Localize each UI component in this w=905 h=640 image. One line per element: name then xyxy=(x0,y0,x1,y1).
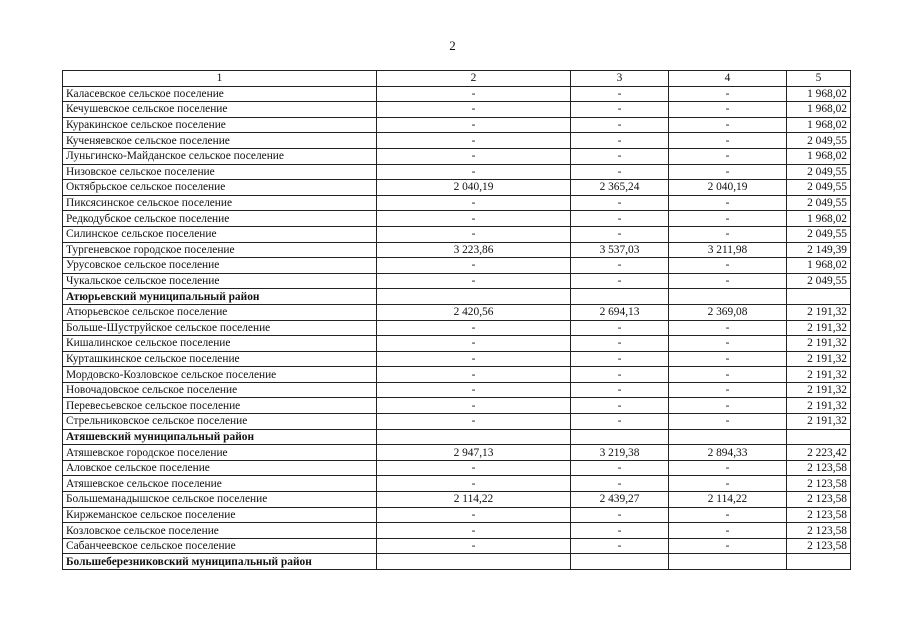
value-cell: 2 369,08 xyxy=(669,304,787,320)
value-cell: - xyxy=(377,258,571,274)
district-name: Атюрьевский муниципальный район xyxy=(63,289,377,305)
column-header: 3 xyxy=(571,71,669,87)
settlement-name: Силинское сельское поселение xyxy=(63,226,377,242)
value-cell: 2 191,32 xyxy=(787,351,851,367)
value-cell: - xyxy=(669,398,787,414)
value-cell: - xyxy=(377,538,571,554)
value-cell: - xyxy=(669,133,787,149)
settlement-name: Кученяевское сельское поселение xyxy=(63,133,377,149)
table-row xyxy=(63,336,851,352)
value-cell: - xyxy=(571,226,669,242)
value-cell: - xyxy=(377,86,571,102)
value-cell: 2 040,19 xyxy=(669,180,787,196)
value-cell: - xyxy=(571,258,669,274)
district-header-row xyxy=(63,429,851,445)
column-header: 4 xyxy=(669,71,787,87)
table-row xyxy=(63,445,851,461)
value-cell: - xyxy=(571,86,669,102)
value-cell: - xyxy=(571,367,669,383)
value-cell: - xyxy=(571,476,669,492)
value-cell xyxy=(669,429,787,445)
value-cell: 2 049,55 xyxy=(787,164,851,180)
value-cell: 1 968,02 xyxy=(787,211,851,227)
table-row xyxy=(63,320,851,336)
settlement-name: Каласевское сельское поселение xyxy=(63,86,377,102)
table-row xyxy=(63,133,851,149)
table-row xyxy=(63,304,851,320)
settlement-name: Куракинское сельское поселение xyxy=(63,117,377,133)
value-cell: - xyxy=(669,102,787,118)
table-row xyxy=(63,523,851,539)
value-cell: - xyxy=(669,86,787,102)
value-cell xyxy=(787,289,851,305)
value-cell: 2 123,58 xyxy=(787,507,851,523)
value-cell: 2 947,13 xyxy=(377,445,571,461)
table-row xyxy=(63,164,851,180)
page-number: 2 xyxy=(449,38,456,53)
table-row xyxy=(63,273,851,289)
table-row xyxy=(63,398,851,414)
value-cell: 2 049,55 xyxy=(787,180,851,196)
settlement-name: Атяшевское сельское поселение xyxy=(63,476,377,492)
table-row xyxy=(63,492,851,508)
value-cell: - xyxy=(377,195,571,211)
value-cell: - xyxy=(669,476,787,492)
value-cell: 1 968,02 xyxy=(787,148,851,164)
value-cell xyxy=(571,429,669,445)
table-row xyxy=(63,117,851,133)
value-cell: - xyxy=(571,507,669,523)
settlement-name: Атяшевское городское поселение xyxy=(63,445,377,461)
column-header: 5 xyxy=(787,71,851,87)
value-cell: - xyxy=(571,273,669,289)
settlement-name: Урусовское сельское поселение xyxy=(63,258,377,274)
value-cell: - xyxy=(571,398,669,414)
table-row xyxy=(63,460,851,476)
settlement-name: Кишалинское сельское поселение xyxy=(63,336,377,352)
value-cell: - xyxy=(571,148,669,164)
table-row xyxy=(63,476,851,492)
table-row xyxy=(63,211,851,227)
table-row xyxy=(63,148,851,164)
value-cell: 2 420,56 xyxy=(377,304,571,320)
value-cell: - xyxy=(377,507,571,523)
value-cell: 3 223,86 xyxy=(377,242,571,258)
value-cell: - xyxy=(377,133,571,149)
value-cell: - xyxy=(571,102,669,118)
value-cell: - xyxy=(377,320,571,336)
value-cell: 2 191,32 xyxy=(787,320,851,336)
value-cell: - xyxy=(377,351,571,367)
table-row xyxy=(63,367,851,383)
value-cell: 2 191,32 xyxy=(787,398,851,414)
value-cell: 2 123,58 xyxy=(787,538,851,554)
value-cell xyxy=(571,289,669,305)
value-cell: 2 439,27 xyxy=(571,492,669,508)
table-row xyxy=(63,102,851,118)
settlement-name: Новочадовское сельское поселение xyxy=(63,382,377,398)
value-cell: 2 040,19 xyxy=(377,180,571,196)
value-cell: 2 365,24 xyxy=(571,180,669,196)
value-cell: - xyxy=(377,164,571,180)
value-cell: - xyxy=(571,211,669,227)
value-cell: - xyxy=(669,367,787,383)
table-header-row xyxy=(63,71,851,87)
settlement-name: Октябрьское сельское поселение xyxy=(63,180,377,196)
value-cell: - xyxy=(571,414,669,430)
settlement-name: Атюрьевское сельское поселение xyxy=(63,304,377,320)
table-row xyxy=(63,414,851,430)
value-cell: - xyxy=(377,211,571,227)
settlement-name: Киржеманское сельское поселение xyxy=(63,507,377,523)
value-cell: - xyxy=(571,117,669,133)
value-cell: 2 123,58 xyxy=(787,523,851,539)
value-cell: - xyxy=(377,336,571,352)
value-cell xyxy=(571,554,669,570)
value-cell: 2 123,58 xyxy=(787,460,851,476)
value-cell: 2 894,33 xyxy=(669,445,787,461)
value-cell xyxy=(377,289,571,305)
value-cell: 2 123,58 xyxy=(787,476,851,492)
district-header-row xyxy=(63,289,851,305)
value-cell: - xyxy=(669,351,787,367)
value-cell: - xyxy=(571,523,669,539)
value-cell: 2 049,55 xyxy=(787,133,851,149)
table-row xyxy=(63,180,851,196)
value-cell: - xyxy=(669,258,787,274)
value-cell: - xyxy=(669,507,787,523)
table-row xyxy=(63,351,851,367)
value-cell xyxy=(669,289,787,305)
table-row xyxy=(63,226,851,242)
value-cell xyxy=(787,554,851,570)
table-row xyxy=(63,382,851,398)
value-cell: - xyxy=(669,460,787,476)
value-cell: 2 191,32 xyxy=(787,304,851,320)
settlement-name: Стрельниковское сельское поселение xyxy=(63,414,377,430)
value-cell: - xyxy=(571,538,669,554)
tariff-table xyxy=(62,70,851,570)
value-cell: 1 968,02 xyxy=(787,102,851,118)
value-cell: - xyxy=(571,133,669,149)
value-cell: - xyxy=(571,382,669,398)
district-header-row xyxy=(63,554,851,570)
value-cell: - xyxy=(669,164,787,180)
value-cell: - xyxy=(377,382,571,398)
value-cell: - xyxy=(571,195,669,211)
value-cell: - xyxy=(571,351,669,367)
value-cell: 2 114,22 xyxy=(377,492,571,508)
value-cell: 2 191,32 xyxy=(787,414,851,430)
value-cell: - xyxy=(669,195,787,211)
value-cell: - xyxy=(377,273,571,289)
settlement-name: Сабанчеевское сельское поселение xyxy=(63,538,377,554)
value-cell: - xyxy=(571,336,669,352)
value-cell: 2 149,39 xyxy=(787,242,851,258)
value-cell: 1 968,02 xyxy=(787,117,851,133)
settlement-name: Большеманадышское сельское поселение xyxy=(63,492,377,508)
settlement-name: Кечушевское сельское поселение xyxy=(63,102,377,118)
column-header: 1 xyxy=(63,71,377,87)
value-cell: - xyxy=(669,273,787,289)
value-cell: 2 049,55 xyxy=(787,226,851,242)
settlement-name: Пиксясинское сельское поселение xyxy=(63,195,377,211)
settlement-name: Луньгинско-Майданское сельское поселение xyxy=(63,148,377,164)
settlement-name: Мордовско-Козловское сельское поселение xyxy=(63,367,377,383)
value-cell xyxy=(377,429,571,445)
table-row xyxy=(63,538,851,554)
value-cell: - xyxy=(571,460,669,476)
value-cell xyxy=(787,429,851,445)
settlement-name: Курташкинское сельское поселение xyxy=(63,351,377,367)
value-cell: 3 537,03 xyxy=(571,242,669,258)
value-cell: - xyxy=(669,382,787,398)
value-cell: - xyxy=(377,148,571,164)
table-row xyxy=(63,507,851,523)
value-cell: 3 211,98 xyxy=(669,242,787,258)
district-name: Большеберезниковский муниципальный район xyxy=(63,554,377,570)
value-cell: - xyxy=(571,320,669,336)
value-cell: - xyxy=(669,523,787,539)
column-header: 2 xyxy=(377,71,571,87)
value-cell: - xyxy=(377,523,571,539)
settlement-name: Перевесьевское сельское поселение xyxy=(63,398,377,414)
value-cell: 3 219,38 xyxy=(571,445,669,461)
value-cell: - xyxy=(669,336,787,352)
value-cell: - xyxy=(377,226,571,242)
value-cell: - xyxy=(377,414,571,430)
table-row xyxy=(63,195,851,211)
value-cell xyxy=(669,554,787,570)
value-cell: - xyxy=(669,226,787,242)
value-cell: 2 123,58 xyxy=(787,492,851,508)
table-row xyxy=(63,86,851,102)
value-cell: - xyxy=(377,367,571,383)
value-cell: - xyxy=(377,117,571,133)
value-cell: - xyxy=(377,476,571,492)
settlement-name: Низовское сельское поселение xyxy=(63,164,377,180)
settlement-name: Чукальское сельское поселение xyxy=(63,273,377,289)
value-cell: - xyxy=(669,148,787,164)
settlement-name: Больше-Шуструйское сельское поселение xyxy=(63,320,377,336)
value-cell: 2 191,32 xyxy=(787,336,851,352)
value-cell: - xyxy=(669,117,787,133)
value-cell: - xyxy=(669,320,787,336)
table-row xyxy=(63,258,851,274)
value-cell: 1 968,02 xyxy=(787,86,851,102)
value-cell: 1 968,02 xyxy=(787,258,851,274)
value-cell: 2 114,22 xyxy=(669,492,787,508)
value-cell: 2 223,42 xyxy=(787,445,851,461)
value-cell: 2 191,32 xyxy=(787,367,851,383)
table-body xyxy=(63,86,851,569)
settlement-name: Козловское сельское поселение xyxy=(63,523,377,539)
district-name: Атяшевский муниципальный район xyxy=(63,429,377,445)
value-cell: - xyxy=(377,102,571,118)
value-cell: 2 694,13 xyxy=(571,304,669,320)
settlement-name: Редкодубское сельское поселение xyxy=(63,211,377,227)
value-cell: - xyxy=(571,164,669,180)
value-cell: 2 049,55 xyxy=(787,195,851,211)
value-cell: - xyxy=(669,211,787,227)
value-cell: 2 049,55 xyxy=(787,273,851,289)
value-cell xyxy=(377,554,571,570)
value-cell: - xyxy=(377,460,571,476)
table-row xyxy=(63,242,851,258)
settlement-name: Аловское сельское поселение xyxy=(63,460,377,476)
value-cell: - xyxy=(669,414,787,430)
value-cell: - xyxy=(377,398,571,414)
settlement-name: Тургеневское городское поселение xyxy=(63,242,377,258)
value-cell: - xyxy=(669,538,787,554)
value-cell: 2 191,32 xyxy=(787,382,851,398)
